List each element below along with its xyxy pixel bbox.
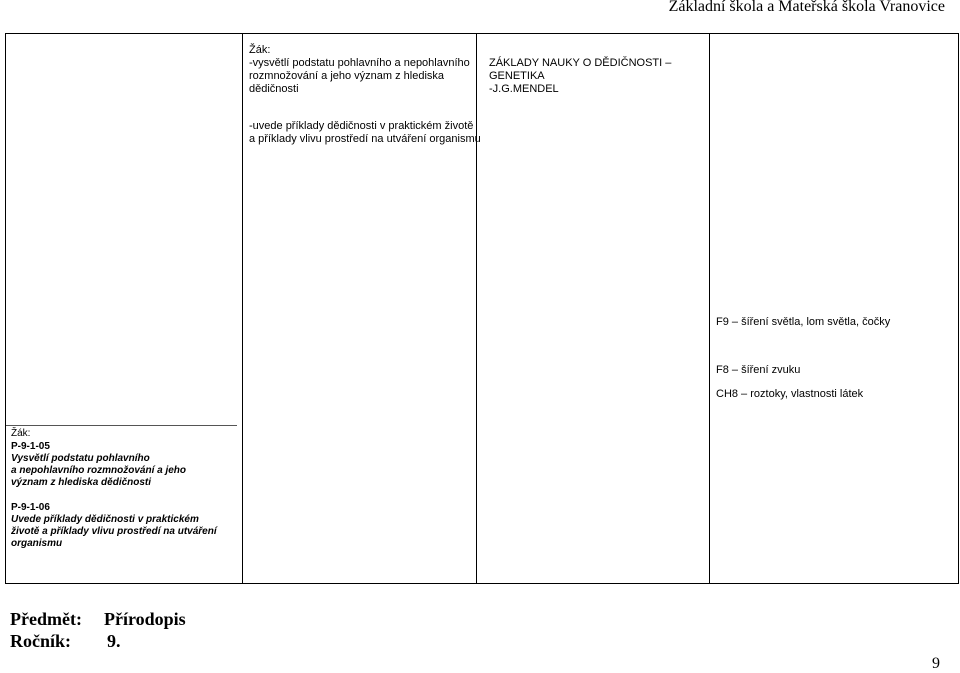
subject-label: Předmět:: [10, 609, 82, 629]
column-divider-1: [242, 34, 243, 583]
page-number: 9: [932, 655, 940, 672]
standard-text-1c: význam z hlediska dědičnosti: [11, 477, 152, 488]
crossref-ch8: CH8 – roztoky, vlastnosti látek: [716, 388, 864, 400]
outcome-line-6: a příklady vlivu prostředí na utváření organismu: [249, 133, 481, 145]
column-divider-2: [476, 34, 477, 583]
grade-label: Ročník:: [10, 631, 72, 651]
outcome-line-3: rozmnožování a jeho význam z hlediska: [249, 70, 445, 82]
student-label-bottom: Žák:: [11, 428, 31, 439]
topic-line-3: -J.G.MENDEL: [489, 83, 559, 95]
code-p-9-1-06: P-9-1-06: [11, 502, 50, 513]
curriculum-table: [5, 33, 959, 584]
outcome-line-5: -uvede příklady dědičnosti v praktickém životě: [249, 120, 474, 132]
code-p-9-1-05: P-9-1-05: [11, 441, 50, 452]
topic-line-1: ZÁKLADY NAUKY O DĚDIČNOSTI –: [489, 57, 672, 69]
outcome-student-label: Žák:: [249, 44, 271, 56]
grade-value: 9.: [107, 631, 121, 651]
column-divider-3: [709, 34, 710, 583]
standard-text-2b: životě a příklady vlivu prostředí na utváření: [11, 526, 217, 537]
topic-line-2: GENETIKA: [489, 70, 545, 82]
standard-text-1b: a nepohlavního rozmnožování a jeho: [11, 465, 187, 476]
outcome-line-4: dědičnosti: [249, 83, 299, 95]
crossref-f8: F8 – šíření zvuku: [716, 364, 801, 376]
outcome-line-2: -vysvětlí podstatu pohlavního a nepohlavního: [249, 57, 470, 69]
school-header: Základní škola a Mateřská škola Vranovice: [668, 0, 945, 15]
standard-text-2a: Uvede příklady dědičnosti v praktickém: [11, 514, 199, 525]
standard-text-2c: organismu: [11, 538, 63, 549]
subject-value: Přírodopis: [104, 609, 186, 629]
section-divider: [6, 425, 237, 426]
standard-text-1a: Vysvětlí podstatu pohlavního: [11, 453, 150, 464]
crossref-f9: F9 – šíření světla, lom světla, čočky: [716, 316, 891, 328]
